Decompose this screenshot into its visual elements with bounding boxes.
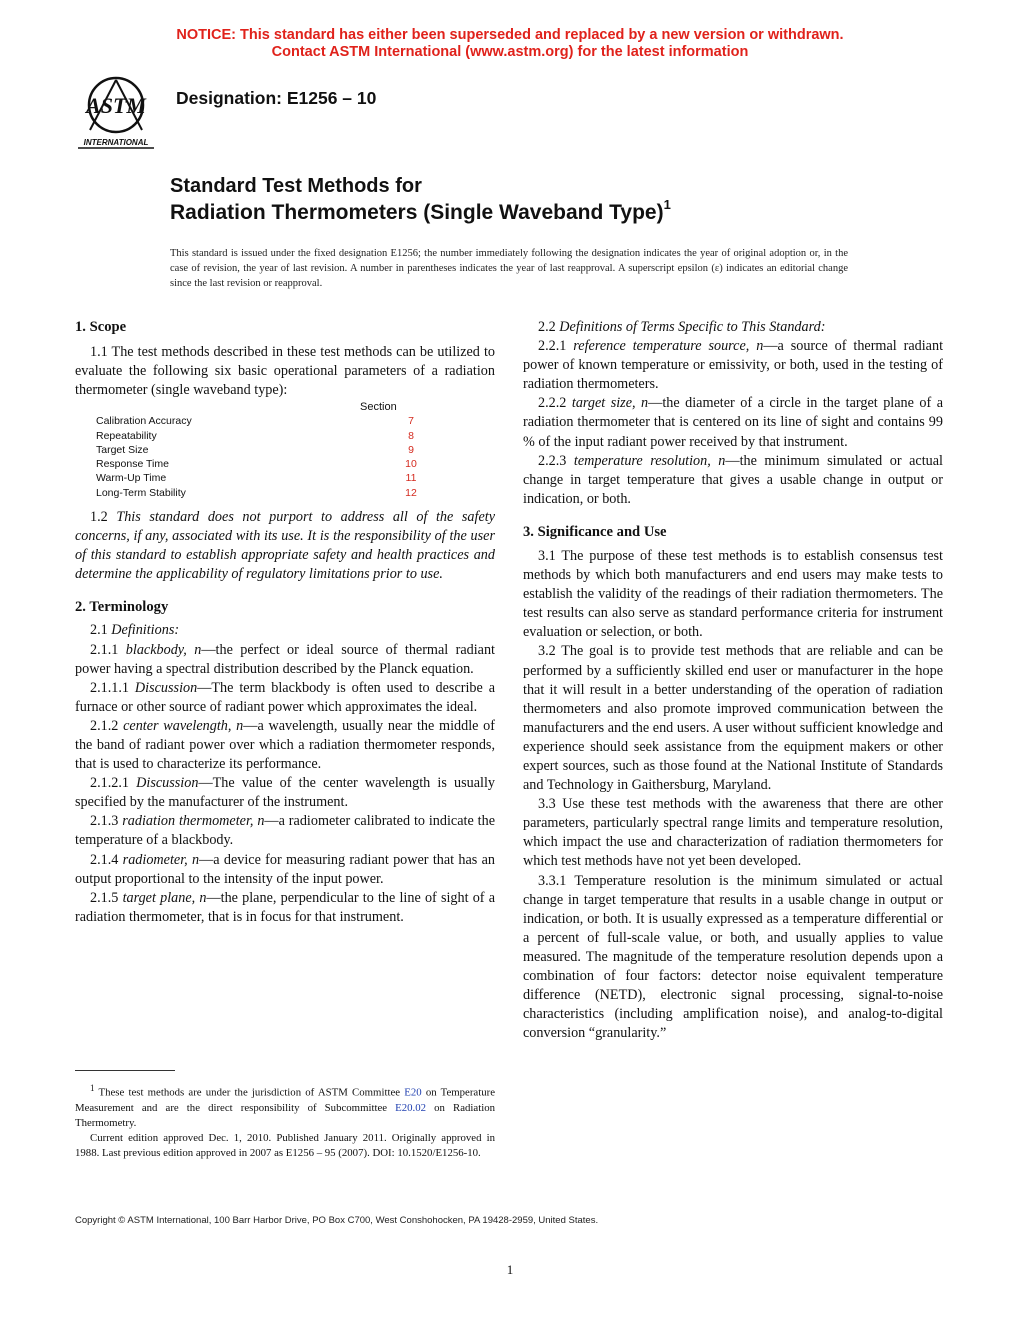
def-2-1 [75, 621, 495, 640]
table-row [75, 457, 495, 471]
left-column [75, 318, 495, 927]
footnote-edition: Current edition approved Dec. 1, 2010. Published January 2011. Originally approved in 1988. Last previous edition approved in 2007 as E1256 – 95 (2007). DOI: 10.1520/E1256-10. [75, 1131, 495, 1159]
title-line-1: Standard Test Methods for [170, 175, 422, 197]
para-1-2 [75, 508, 495, 584]
section-name: Calibration Accuracy [96, 415, 192, 428]
def-number: 2.1.1.1 [90, 679, 130, 696]
def-2-1-3 [75, 812, 495, 850]
def-2-1-2 [75, 717, 495, 774]
def-subheading: Definitions of Terms Specific to This Standard: [559, 319, 826, 335]
def-text: —the minimum simulated or actual change in target temperature that gives a usable change in output or indication, or both. [523, 452, 943, 507]
def-number: 2.1.4 [90, 851, 119, 868]
para-3-3-1: 3.3.1 Temperature resolution is the minimum simulated or actual change in target temperature that results in a usable change in output or indication, or both. It is usually expressed as a temperature differential or a percent of full-scale value, or both, and usually applies to value measured. The magnitude of the temperature resolution depends upon a combination of four factors: detector noise equivalent temperature difference (NETD), electronic signal processing, signal-to-noise characteristics (including amplification noise), and analog-to-digital conversion “granularity.” [523, 872, 943, 1042]
def-text: —a source of thermal radiant power of known temperature or emissivity, or both, used in the testing of radiation thermometers. [523, 338, 944, 393]
def-number: 2.1.2.1 [90, 775, 130, 792]
terminology-heading: 2. Terminology [75, 599, 169, 616]
para-3-3: 3.3 Use these test methods with the awareness that there are other parameters, particularly spectral range limits and temperature resolution, which impact the use and characterization of radiation thermometers for which test methods have not yet been developed. [523, 796, 943, 870]
def-2-1-5 [75, 889, 495, 927]
right-column [523, 318, 943, 1043]
footnote-1 [75, 1081, 495, 1131]
section-name: Repeatability [96, 429, 157, 442]
section-name: Long-Term Stability [96, 486, 186, 499]
logo-caption: INTERNATIONAL [83, 138, 149, 147]
def-text: —a radiometer calibrated to indicate the temperature of a blackbody. [75, 813, 495, 849]
title-text: Radiation Thermometers (Single Waveband Type) [170, 201, 664, 224]
table-row [75, 443, 495, 457]
para-1-2-number: 1.2 [90, 509, 108, 526]
def-term: reference temperature source, n [573, 338, 764, 355]
table-row [75, 471, 495, 485]
scope-heading: 1. Scope [75, 319, 127, 335]
section-name: Target Size [96, 443, 149, 456]
title-line-2 [170, 199, 671, 225]
def-2-1-1-1 [75, 679, 495, 717]
section-table [75, 400, 495, 500]
section-number-link[interactable]: 10 [405, 458, 417, 471]
def-number: 2.2.1 [538, 338, 567, 355]
def-number: 2.2.2 [538, 395, 567, 412]
notice-line-1: NOTICE: This standard has either been superseded and replaced by a new version or withdrawn. [176, 27, 844, 43]
withdrawal-notice [0, 27, 1020, 61]
footnote [75, 1081, 495, 1161]
para-3-1: 3.1 The purpose of these test methods is to establish consensus test methods by which both manufacturers and end users may make tests to establish the validity of the readings of their radiation thermometers. The test results can also serve as standard performance criteria for instrument evaluation or selection, or both. [523, 547, 943, 641]
copyright: Copyright © ASTM International, 100 Barr Harbor Drive, PO Box C700, West Conshohocken, PA 19428-2959, United States. [75, 1215, 599, 1226]
section-number-link[interactable]: 11 [405, 472, 417, 485]
table-row [75, 429, 495, 443]
designation: Designation: E1256 – 10 [176, 88, 377, 108]
astm-logo [70, 72, 162, 152]
def-text: —the perfect or ideal source of thermal radiant power having a spectral distribution described by the Planck equation. [75, 641, 495, 677]
page-number: 1 [506, 1262, 514, 1277]
def-number: 2.1.2 [90, 717, 119, 734]
def-number: 2.2.3 [538, 452, 567, 469]
section-number-link[interactable]: 7 [408, 415, 414, 428]
def-term: Discussion [134, 679, 198, 696]
committee-link[interactable]: E20 [404, 1086, 422, 1099]
section-name: Response Time [96, 458, 169, 471]
para-1-2-text: This standard does not purport to address all of the safety concerns, if any, associated with its use. It is the responsibility of the user of this standard to establish appropriate safety and health practices and determine the applicability of regulatory limitations prior to use. [75, 509, 495, 583]
def-number: 2.1.3 [90, 813, 119, 830]
def-2-2-1 [523, 337, 943, 394]
significance-heading: 3. Significance and Use [523, 523, 667, 540]
def-2-2 [523, 318, 943, 337]
def-term: radiation thermometer, n [122, 813, 265, 830]
def-2-2-3 [523, 452, 943, 509]
def-subheading: Definitions: [111, 622, 180, 639]
def-text: —a wavelength, usually near the middle of the band of radiant power over which a radiation thermometer responds, that is used to characterize its performance. [75, 717, 495, 773]
section-number-link[interactable]: 9 [408, 443, 414, 456]
footnote-mark: 1 [90, 1083, 95, 1093]
footnote-divider [75, 1070, 175, 1071]
def-text: —a device for measuring radiant power that has an output proportional to the intensity of the input power. [75, 851, 495, 887]
table-row [75, 486, 495, 500]
def-text: —the diameter of a circle in the target plane of a radiation thermometer that is centered on its line of sight and contains 99 % of the input radiant power received by that instrument. [523, 395, 944, 450]
footnote-text: on Radiation Thermometry. [75, 1101, 496, 1129]
section-number-link[interactable]: 12 [405, 486, 417, 499]
table-row [75, 414, 495, 428]
footnote-text: on Temperature Measurement and are the direct responsibility of Subcommittee [75, 1086, 495, 1114]
def-term: center wavelength, n [123, 717, 244, 734]
para-3-2: 3.2 The goal is to provide test methods that are reliable and can be performed by a sufficiently skilled end user or manufacturer in the hope that it will result in a better understanding of the operation of radiation thermometers and also promote improved communication between the manufacturers and the end users. A user without sufficient knowledge and experience should seek assistance from the equipment makers or other expert sources, such as those found at the National Institute of Standards and Technology in Gaithersburg, Maryland. [523, 643, 943, 794]
def-2-1-1 [75, 641, 495, 679]
subcommittee-link[interactable]: E20.02 [395, 1101, 427, 1114]
def-term: blackbody, n [125, 641, 202, 658]
section-number-link[interactable]: 8 [408, 429, 414, 442]
def-text: —The term blackbody is often used to describe a furnace or other source of radiant power which approximates the ideal. [75, 679, 495, 715]
def-number: 2.1 [90, 622, 108, 639]
def-term: Discussion [136, 775, 199, 792]
astm-logo-icon [70, 72, 162, 152]
def-number: 2.1.1 [90, 641, 119, 658]
title-footnote-mark: 1 [663, 197, 671, 212]
def-2-1-4 [75, 851, 495, 889]
def-number: 2.1.5 [90, 889, 119, 906]
issued-note: This standard is issued under the fixed designation E1256; the number immediately following the designation indicates the year of original adoption or, in the case of revision, the year of last revision. A number in parentheses indicates the year of last reapproval. A superscript epsilon (ε) indicates an editorial change since the last revision or reapproval. [170, 248, 848, 289]
def-term: target plane, n [122, 889, 207, 906]
def-text: —The value of the center wavelength is usually specified by the manufacturer of the instrument. [75, 775, 495, 811]
notice-line-2: Contact ASTM International (www.astm.org) for the latest information [271, 44, 749, 60]
def-2-2-2 [523, 394, 943, 451]
para-1-1: 1.1 The test methods described in these test methods can be utilized to evaluate the following six basic operational parameters of a radiation thermometer (single waveband type): [75, 344, 495, 399]
logo-letters: ASTM [86, 93, 146, 118]
def-number: 2.2 [538, 319, 556, 335]
section-table-header: Section [360, 401, 397, 414]
footnote-text: These test methods are under the jurisdiction of ASTM Committee [98, 1086, 401, 1099]
section-name: Warm-Up Time [96, 472, 167, 485]
def-2-1-2-1 [75, 774, 495, 812]
def-text: —the plane, perpendicular to the line of sight of a radiation thermometer, that is in focus for that instrument. [75, 889, 496, 925]
def-term: radiometer, n [122, 851, 200, 868]
def-term: temperature resolution, n [573, 452, 726, 469]
def-term: target size, n [571, 395, 649, 412]
